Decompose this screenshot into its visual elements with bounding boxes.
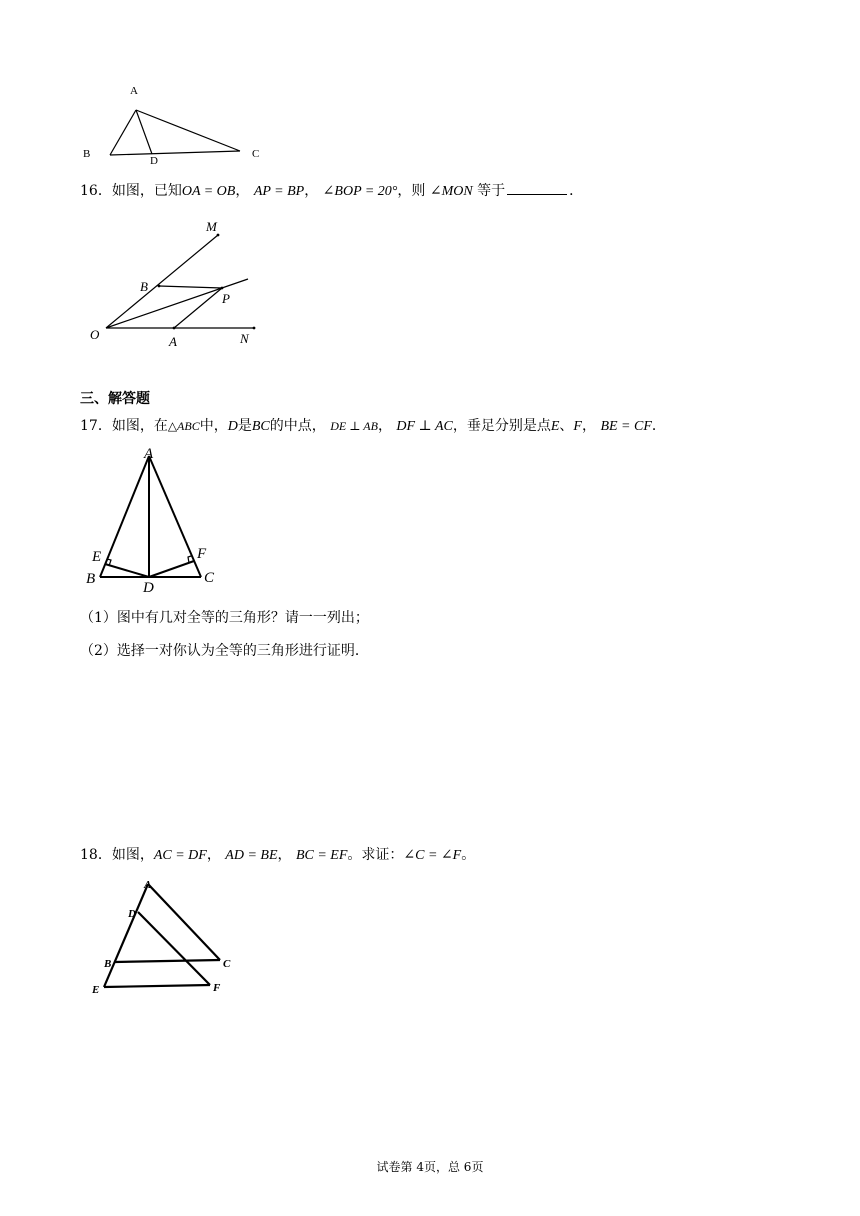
separator: ，: [206, 847, 221, 863]
label-p: P: [222, 291, 230, 306]
label-b: B: [140, 279, 148, 294]
label-a: A: [169, 334, 177, 349]
condition-oa-ob: OA = OB: [181, 184, 236, 199]
segment-de: [105, 564, 149, 577]
question-number: 17．: [80, 418, 112, 434]
question-18: [80, 845, 475, 866]
point-d: D: [227, 419, 238, 434]
segment-bc: [115, 960, 220, 962]
question-number: 18．: [80, 847, 112, 863]
label-d: D: [150, 155, 158, 167]
condition-be-cf: BE = CF: [600, 419, 652, 434]
section-title: 三、解答题: [80, 391, 150, 407]
question-text: 。求证：: [347, 847, 404, 863]
label-d: D: [143, 580, 154, 592]
label-b: B: [86, 571, 96, 587]
period: ．: [569, 183, 584, 199]
label-n: N: [240, 331, 249, 346]
separator: ，: [277, 847, 292, 863]
segment-ap: [174, 288, 222, 328]
condition-df-perp-ac: DF ⊥ AC: [396, 419, 453, 434]
question-text: 的中点，: [269, 418, 326, 434]
edge-ac: [149, 456, 201, 577]
edge-bc: [110, 151, 240, 155]
line-ae: [104, 884, 148, 987]
period: 。: [461, 847, 476, 863]
figure-q17: [80, 444, 230, 592]
figure-q16: [80, 215, 280, 355]
label-o: O: [90, 327, 100, 342]
question-17: [80, 416, 666, 437]
ray-om: [106, 235, 218, 328]
question-text: 如图，已知: [111, 183, 182, 199]
question-text: 是: [237, 418, 252, 434]
label-b: B: [83, 148, 91, 160]
label-b: B: [104, 958, 112, 970]
subquestion-1: （1）图中有几对全等的三角形？请一一列出；: [80, 610, 369, 626]
separator: ，则: [397, 183, 426, 199]
separator: ，: [235, 183, 250, 199]
subquestion-2: （2）选择一对你认为全等的三角形进行证明．: [80, 643, 369, 659]
condition-angle-bop: ∠BOP = 20°: [322, 184, 398, 199]
separator: 、: [559, 418, 574, 434]
segment-bc: BC: [251, 419, 270, 434]
point-e: E: [550, 419, 560, 434]
period: ．: [651, 418, 666, 434]
label-e: E: [92, 549, 102, 565]
question-number: 16．: [80, 183, 112, 199]
triangle-abc: △ABC: [167, 419, 200, 433]
figure-q18: [84, 872, 244, 1002]
label-d: D: [128, 908, 136, 920]
page-footer: 试卷第 4页，总 6页: [376, 1160, 484, 1174]
label-a: A: [130, 85, 138, 97]
condition-bc-ef: BC = EF: [295, 848, 348, 863]
segment-df: [149, 561, 194, 577]
question-text: 如图，: [111, 847, 154, 863]
label-c: C: [252, 148, 260, 160]
label-a: A: [144, 879, 152, 891]
condition-ap-bp: AP = BP: [253, 184, 305, 199]
asked-angle-mon: ∠MON: [429, 184, 473, 199]
label-m: M: [206, 219, 217, 234]
condition-de-perp-ab: DE ⊥ AB: [330, 419, 378, 433]
label-f: F: [213, 982, 221, 994]
segment-bp: [159, 286, 222, 288]
figure-q15: [78, 80, 278, 170]
label-a: A: [144, 446, 154, 462]
label-e: E: [92, 984, 100, 996]
question-text: ，垂足分别是点: [452, 418, 551, 434]
goal-angle-c-equals-f: ∠C = ∠F: [403, 848, 462, 863]
separator: ，: [304, 183, 319, 199]
separator: ，: [377, 418, 392, 434]
question-16: [80, 180, 583, 202]
edge-ac: [136, 110, 240, 151]
separator: ，: [581, 418, 596, 434]
label-c: C: [204, 570, 215, 586]
condition-ac-df: AC = DF: [153, 848, 207, 863]
label-f: F: [197, 546, 207, 562]
segment-ef: [104, 985, 210, 987]
condition-ad-be: AD = BE: [225, 848, 278, 863]
label-c: C: [223, 958, 231, 970]
point-f: F: [573, 419, 582, 434]
segment-ad: [136, 110, 152, 154]
answer-blank[interactable]: [507, 180, 567, 195]
question-text: 等于: [477, 183, 506, 199]
segment-ac: [148, 884, 220, 960]
segment-df: [138, 912, 210, 985]
question-text: 中，: [199, 418, 228, 434]
edge-ab: [110, 110, 136, 155]
question-text: 如图，在: [111, 418, 168, 434]
